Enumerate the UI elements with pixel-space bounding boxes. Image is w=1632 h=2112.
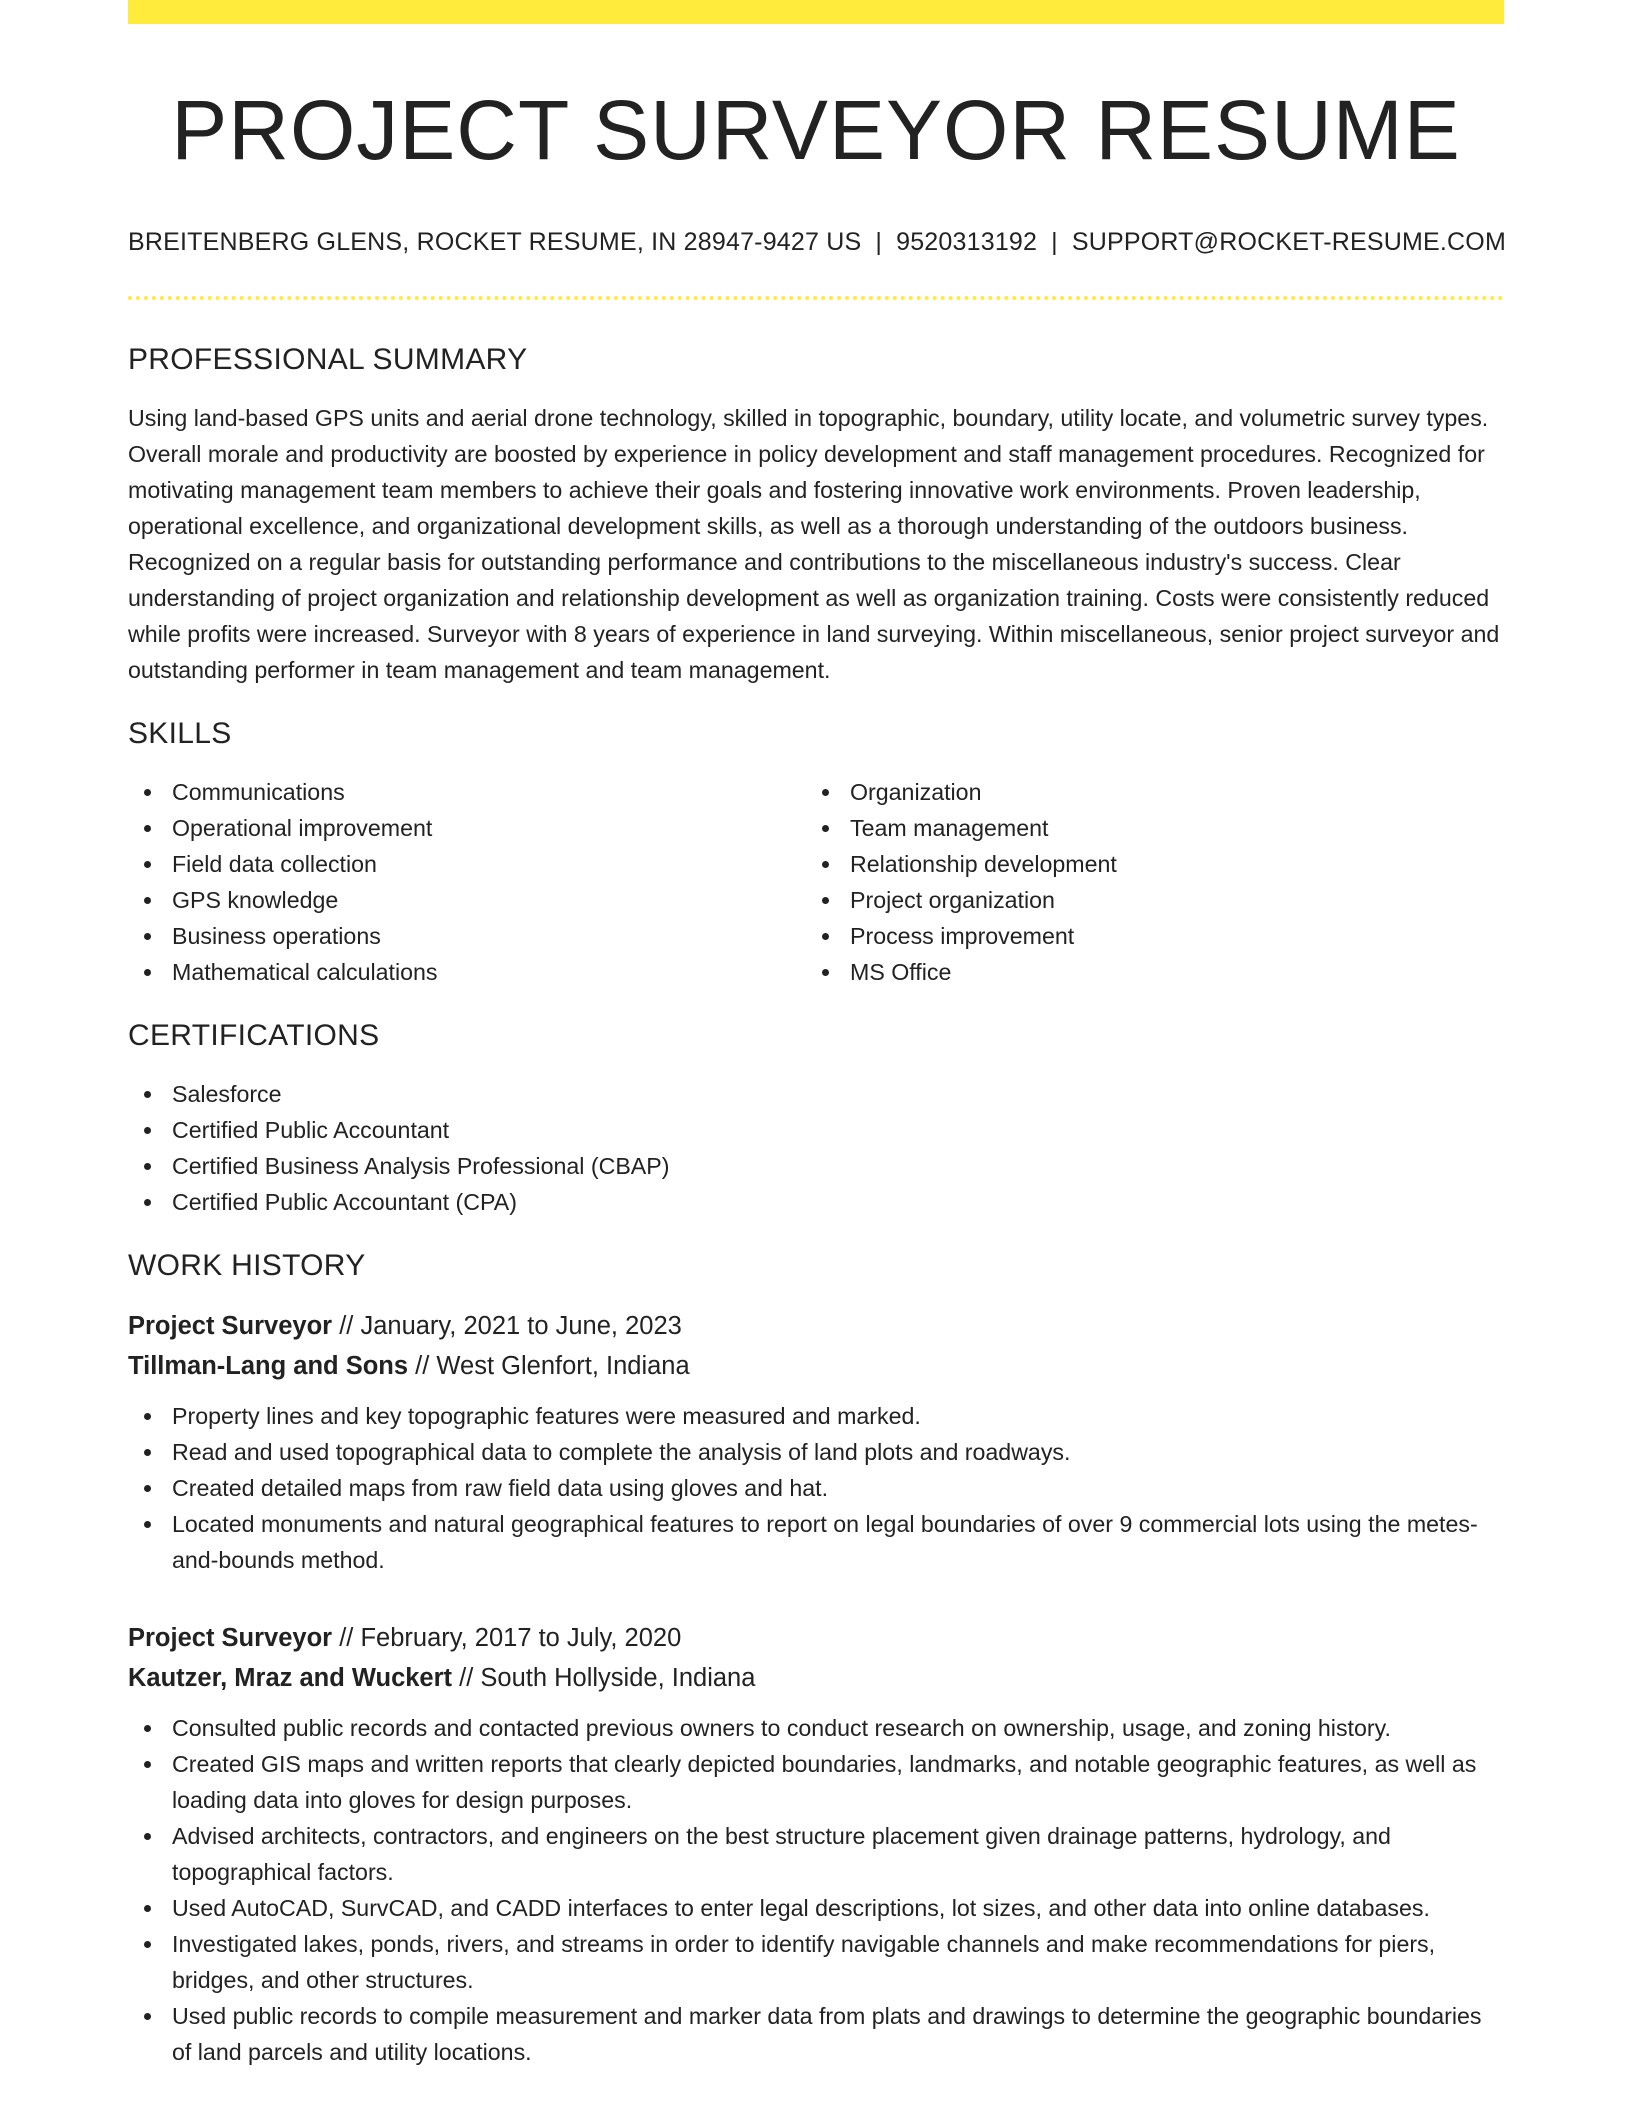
bullet-dot [822,969,829,976]
job-duty [128,1926,1504,1998]
job-duty-text: Created detailed maps from raw field data using gloves and hat. [172,1475,829,1501]
job-duty-text: Used public records to compile measurement and marker data from plats and drawings to determine the geographic boundaries of land parcels and utility locations. [172,2003,1482,2065]
bullet-dot [144,1521,151,1528]
job-dates: February, 2017 to July, 2020 [360,1624,682,1652]
job-separator: // [459,1664,474,1692]
dotted-divider [128,296,1504,300]
bullet-dot [144,1485,151,1492]
job-duty [128,1434,1504,1470]
job-duty-text: Consulted public records and contacted previous owners to conduct research on ownership, usage, and zoning history. [172,1715,1391,1741]
job-duty [128,1998,1504,2070]
skill-label: Process improvement [850,923,1075,949]
contact-separator: | [875,228,883,256]
bullet-dot [144,1725,151,1732]
job-company: Tillman-Lang and Sons [128,1352,409,1380]
job-duty [128,1398,1504,1434]
contact-separator: | [1051,228,1058,256]
certification-label: Certified Public Accountant [172,1117,450,1143]
certification-item [128,1184,1504,1220]
skill-item [806,774,1484,810]
bullet-dot [144,1833,151,1840]
accent-top-bar [128,0,1504,24]
job-duty-text: Read and used topographical data to complete the analysis of land plots and roadways. [172,1439,1071,1465]
skill-item [806,882,1484,918]
bullet-dot [144,789,151,796]
skill-item [128,954,806,990]
skill-item [128,810,806,846]
skill-label: Field data collection [172,851,377,877]
job-dates: January, 2021 to June, 2023 [360,1312,682,1340]
skill-item [806,810,1484,846]
bullet-dot [144,1163,151,1170]
job-duty-text: Advised architects, contractors, and engineers on the best structure placement given drainage patterns, hydrology, and topographical factors. [172,1823,1391,1885]
skill-label: Mathematical calculations [172,959,438,985]
certification-label: Salesforce [172,1081,282,1107]
skills-section [128,714,1504,990]
bullet-dot [822,825,829,832]
skills-list-right [806,774,1484,990]
work-history-heading: WORK HISTORY [128,1249,366,1282]
job-company-line [128,1658,1504,1698]
job-entry [128,1306,1504,1578]
certification-item [128,1076,1504,1112]
skill-label: Project organization [850,887,1055,913]
skill-label: Team management [850,815,1049,841]
job-duty [128,1890,1504,1926]
job-duty-text: Used AutoCAD, SurvCAD, and CADD interfaces to enter legal descriptions, lot sizes, and other data into online databases. [172,1895,1430,1921]
certification-item [128,1148,1504,1184]
skill-item [128,918,806,954]
job-title: Project Surveyor [128,1312,333,1340]
skill-label: MS Office [850,959,952,985]
job-duty-text: Investigated lakes, ponds, rivers, and streams in order to identify navigable channels and make recommendations for piers, bridges, and other structures. [172,1931,1436,1993]
job-separator: // [339,1624,354,1652]
job-duty [128,1746,1504,1818]
job-duty [128,1506,1504,1578]
bullet-dot [822,933,829,940]
skills-list-left [128,774,806,990]
job-duty [128,1818,1504,1890]
contact-phone: 9520313192 [896,228,1038,256]
resume-page [128,0,1504,2070]
skill-label: Relationship development [850,851,1117,877]
bullet-dot [144,1413,151,1420]
bullet-dot [144,969,151,976]
job-duties-list [128,1710,1504,2070]
skill-label: Communications [172,779,345,805]
job-separator: // [339,1312,354,1340]
job-duty [128,1710,1504,1746]
work-history-section [128,1246,1504,2070]
bullet-dot [144,1905,151,1912]
job-duty-text: Located monuments and natural geographical features to report on legal boundaries of over 9 commercial lots using the metes-and-bounds method. [172,1511,1478,1573]
job-duty-text: Created GIS maps and written reports that clearly depicted boundaries, landmarks, and notable geographic features, as well as loading data into gloves for design purposes. [172,1751,1477,1813]
certification-label: Certified Business Analysis Professional (CBAP) [172,1153,670,1179]
skill-label: Organization [850,779,982,805]
skill-item [806,918,1484,954]
skill-label: GPS knowledge [172,887,339,913]
skills-heading: SKILLS [128,717,232,750]
skill-label: Business operations [172,923,381,949]
skills-columns [128,774,1504,990]
certification-label: Certified Public Accountant (CPA) [172,1189,517,1215]
contact-line [128,224,1504,260]
bullet-dot [144,1761,151,1768]
summary-text: Using land-based GPS units and aerial drone technology, skilled in topographic, boundary, utility locate, and volumetric survey types. Overall morale and productivity are boosted by experience in policy development and staff management procedures. Recognized for motivating management team members to achieve their goals and fostering innovative work environments. Proven leadership, operational excellence, and organizational development skills, as well as a thorough understanding of the outdoors business. Recognized on a regular basis for outstanding performance and contributions to the miscellaneous industry's success. Clear understanding of project organization and relationship development as well as organization training. Costs were consistently reduced while profits were increased. Surveyor with 8 years of experience in land surveying. Within miscellaneous, senior project surveyor and outstanding performer in team management and team management. [128,405,1500,683]
bullet-dot [822,897,829,904]
bullet-dot [144,933,151,940]
contact-address: BREITENBERG GLENS, ROCKET RESUME, IN 28947-9427 US [128,228,862,256]
summary-section [128,340,1504,688]
bullet-dot [144,1127,151,1134]
job-duty [128,1470,1504,1506]
certifications-section [128,1016,1504,1220]
bullet-dot [144,1199,151,1206]
bullet-dot [144,897,151,904]
certifications-list [128,1076,1504,1220]
job-duties-list [128,1398,1504,1578]
skill-label: Operational improvement [172,815,433,841]
bullet-dot [144,1941,151,1948]
job-company: Kautzer, Mraz and Wuckert [128,1664,453,1692]
job-title-line [128,1618,1504,1658]
bullet-dot [822,789,829,796]
certification-item [128,1112,1504,1148]
job-title-line [128,1306,1504,1346]
job-duty-text: Property lines and key topographic features were measured and marked. [172,1403,921,1429]
bullet-dot [822,861,829,868]
skill-item [806,846,1484,882]
summary-heading: PROFESSIONAL SUMMARY [128,343,528,376]
certifications-heading: CERTIFICATIONS [128,1019,380,1052]
skill-item [128,882,806,918]
bullet-dot [144,1449,151,1456]
skill-item [128,846,806,882]
contact-email: SUPPORT@ROCKET-RESUME.COM [1071,228,1506,256]
job-separator: // [415,1352,430,1380]
job-entry [128,1618,1504,2070]
bullet-dot [144,2013,151,2020]
job-location: West Glenfort, Indiana [436,1352,690,1380]
skill-item [128,774,806,810]
bullet-dot [144,861,151,868]
job-title: Project Surveyor [128,1624,333,1652]
job-location: South Hollyside, Indiana [480,1664,756,1692]
job-company-line [128,1346,1504,1386]
bullet-dot [144,1091,151,1098]
resume-title: PROJECT SURVEYOR RESUME [171,83,1461,177]
skill-item [806,954,1484,990]
bullet-dot [144,825,151,832]
